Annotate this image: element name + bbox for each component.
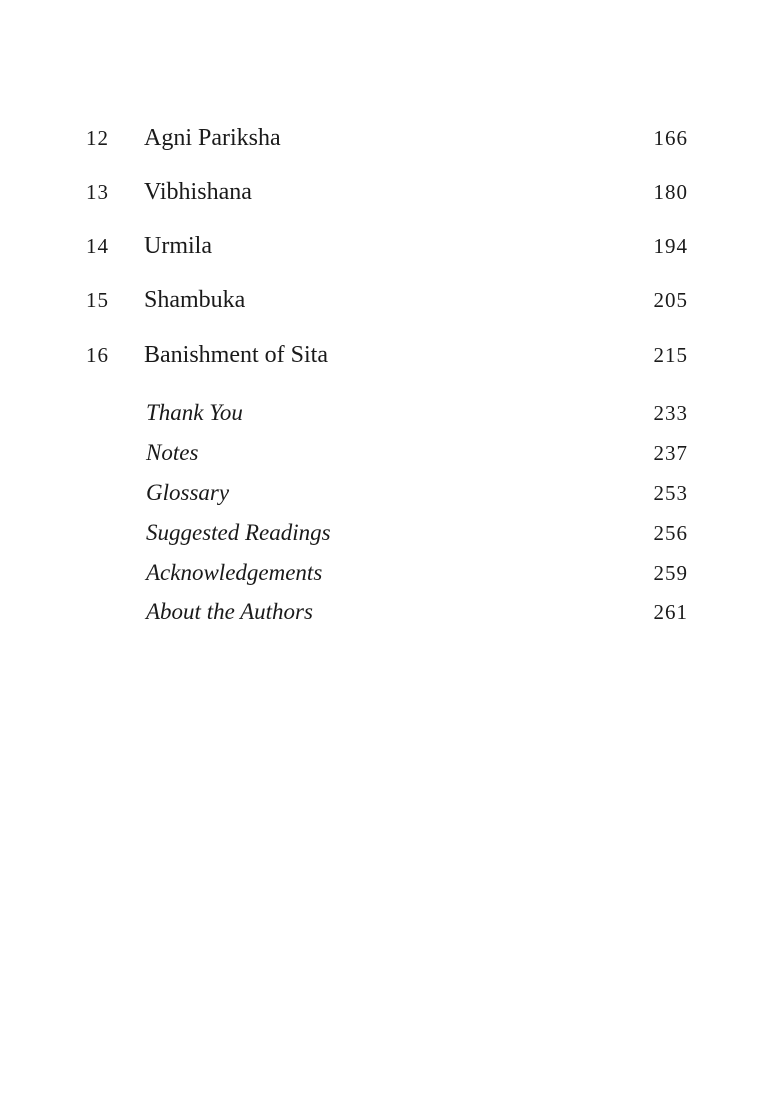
toc-backmatter-row[interactable]	[0, 557, 780, 589]
toc-backmatter-row[interactable]	[0, 397, 780, 429]
page-number: 259	[653, 561, 688, 585]
backmatter-title: Notes	[146, 440, 199, 465]
backmatter-title: Thank You	[146, 400, 243, 425]
backmatter-title: Acknowledgements	[146, 560, 323, 585]
chapter-number: 14	[86, 234, 109, 258]
toc-chapter-row[interactable]	[0, 339, 780, 371]
toc-backmatter-row[interactable]	[0, 477, 780, 509]
page-number: 253	[653, 481, 688, 505]
page-number: 180	[653, 180, 688, 204]
page-number: 194	[653, 234, 688, 258]
toc-backmatter-row[interactable]	[0, 437, 780, 469]
toc-chapter-row[interactable]	[0, 284, 780, 316]
chapter-title: Shambuka	[144, 287, 246, 313]
chapter-number: 15	[86, 288, 109, 312]
chapter-title: Urmila	[144, 233, 212, 259]
page-number: 256	[653, 521, 688, 545]
page-number: 215	[653, 343, 688, 367]
page-number: 261	[653, 600, 688, 624]
toc-chapter-row[interactable]	[0, 230, 780, 262]
chapter-title: Vibhishana	[144, 179, 252, 205]
page-number: 166	[653, 126, 688, 150]
chapter-title: Agni Pariksha	[144, 125, 281, 151]
chapter-number: 16	[86, 343, 109, 367]
backmatter-title: About the Authors	[146, 599, 313, 624]
toc-chapter-row[interactable]	[0, 176, 780, 208]
toc-backmatter-row[interactable]	[0, 596, 780, 628]
page-number: 233	[653, 401, 688, 425]
chapter-number: 13	[86, 180, 109, 204]
backmatter-title: Glossary	[146, 480, 230, 505]
page-number: 205	[653, 288, 688, 312]
toc-backmatter-row[interactable]	[0, 517, 780, 549]
page-number: 237	[653, 441, 688, 465]
chapter-title: Banishment of Sita	[144, 342, 328, 368]
chapter-number: 12	[86, 126, 109, 150]
backmatter-title: Suggested Readings	[146, 520, 331, 545]
toc-chapter-row[interactable]	[0, 122, 780, 154]
